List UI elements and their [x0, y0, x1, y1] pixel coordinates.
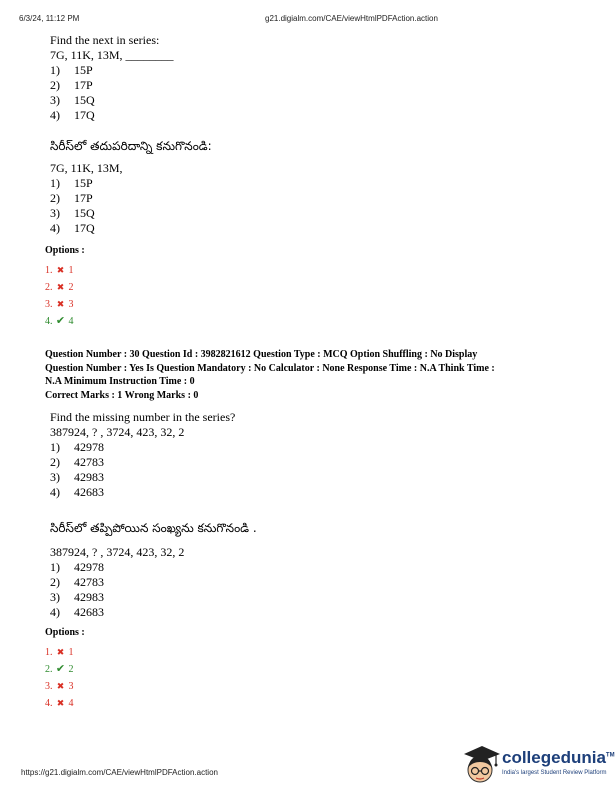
check-icon: ✔ — [55, 663, 66, 675]
q30-te-choice: 1) 42978 — [50, 560, 104, 574]
cross-icon: ✖ — [56, 299, 65, 309]
q30-en-choice: 4) 42683 — [50, 485, 104, 499]
option-item: 4. ✔ 4 — [45, 313, 85, 330]
collegedunia-logo — [462, 744, 615, 786]
q29-en-series: 7G, 11K, 13M, ________ — [50, 48, 174, 62]
q30-marks: Correct Marks : 1 Wrong Marks : 0 — [45, 389, 199, 401]
q29-te-choice: 3) 15Q — [50, 206, 95, 220]
option-item: 2. ✔ 2 — [45, 661, 85, 678]
q30-te-choice: 2) 42783 — [50, 575, 104, 589]
option-item: 4. ✖ 4 — [45, 695, 85, 712]
q30-english-block — [50, 410, 235, 500]
print-date: 6/3/24, 11:12 PM — [19, 14, 80, 23]
q29-te-prompt: సిరీస్‌లో తదుపరిదాన్ని కనుగొనండి: — [50, 139, 212, 153]
q30-te-choice: 3) 42983 — [50, 590, 104, 604]
q29-en-choice: 2) 17P — [50, 78, 93, 92]
q30-meta-line: Question Number : Yes Is Question Mandatory : No Calculator : None Response Time : N.A Think Time : — [45, 362, 495, 374]
q29-en-prompt: Find the next in series: — [50, 33, 160, 47]
print-url: g21.digialm.com/CAE/viewHtmlPDFAction.action — [265, 14, 438, 23]
cross-icon: ✖ — [56, 265, 65, 275]
q29-te-choice: 4) 17Q — [50, 221, 95, 235]
logo-wordmark: collegedunia™ — [502, 748, 615, 767]
q30-te-series: 387924, ? , 3724, 423, 32, 2 — [50, 545, 185, 559]
q30-en-choice: 1) 42978 — [50, 440, 104, 454]
q30-en-choice: 3) 42983 — [50, 470, 104, 484]
q30-en-series: 387924, ? , 3724, 423, 32, 2 — [50, 425, 185, 439]
q29-te-choice: 2) 17P — [50, 191, 93, 205]
q30-en-prompt: Find the missing number in the series? — [50, 410, 236, 424]
cross-icon: ✖ — [56, 647, 65, 657]
check-icon: ✔ — [55, 315, 66, 327]
option-item: 2. ✖ 2 — [45, 279, 85, 296]
q30-options — [45, 627, 85, 712]
options-title: Options : — [45, 627, 85, 638]
option-item: 1. ✖ 1 — [45, 644, 85, 661]
q30-metadata — [45, 348, 575, 402]
q29-te-choice: 1) 15P — [50, 176, 93, 190]
option-item: 3. ✖ 3 — [45, 678, 85, 695]
q30-meta-line: Question Number : 30 Question Id : 3982821612 Question Type : MCQ Option Shuffling : No Display — [45, 349, 478, 360]
cross-icon: ✖ — [56, 282, 65, 292]
q29-options — [45, 245, 85, 330]
q30-en-choice: 2) 42783 — [50, 455, 104, 469]
q29-telugu-block — [50, 139, 212, 236]
option-item: 1. ✖ 1 — [45, 262, 85, 279]
q30-te-choice: 4) 42683 — [50, 605, 104, 619]
graduate-mascot-icon — [462, 744, 502, 786]
q30-meta-line: N.A Minimum Instruction Time : 0 — [45, 376, 195, 387]
q29-en-choice: 4) 17Q — [50, 108, 95, 122]
q29-te-series: 7G, 11K, 13M, — [50, 161, 123, 175]
q29-en-choice: 3) 15Q — [50, 93, 95, 107]
logo-tagline: India's largest Student Review Platform — [502, 770, 607, 776]
option-item: 3. ✖ 3 — [45, 296, 85, 313]
q30-te-prompt: సిరీస్‌లో తప్పిపోయిన సంఖ్యను కనుగొనండి . — [50, 521, 257, 535]
q29-en-choice: 1) 15P — [50, 63, 93, 77]
q29-english-block — [50, 33, 174, 123]
footer-url: https://g21.digialm.com/CAE/viewHtmlPDFAction.action — [21, 768, 218, 777]
options-title: Options : — [45, 245, 85, 256]
q30-telugu-block — [50, 521, 257, 620]
cross-icon: ✖ — [56, 681, 65, 691]
cross-icon: ✖ — [56, 698, 65, 708]
